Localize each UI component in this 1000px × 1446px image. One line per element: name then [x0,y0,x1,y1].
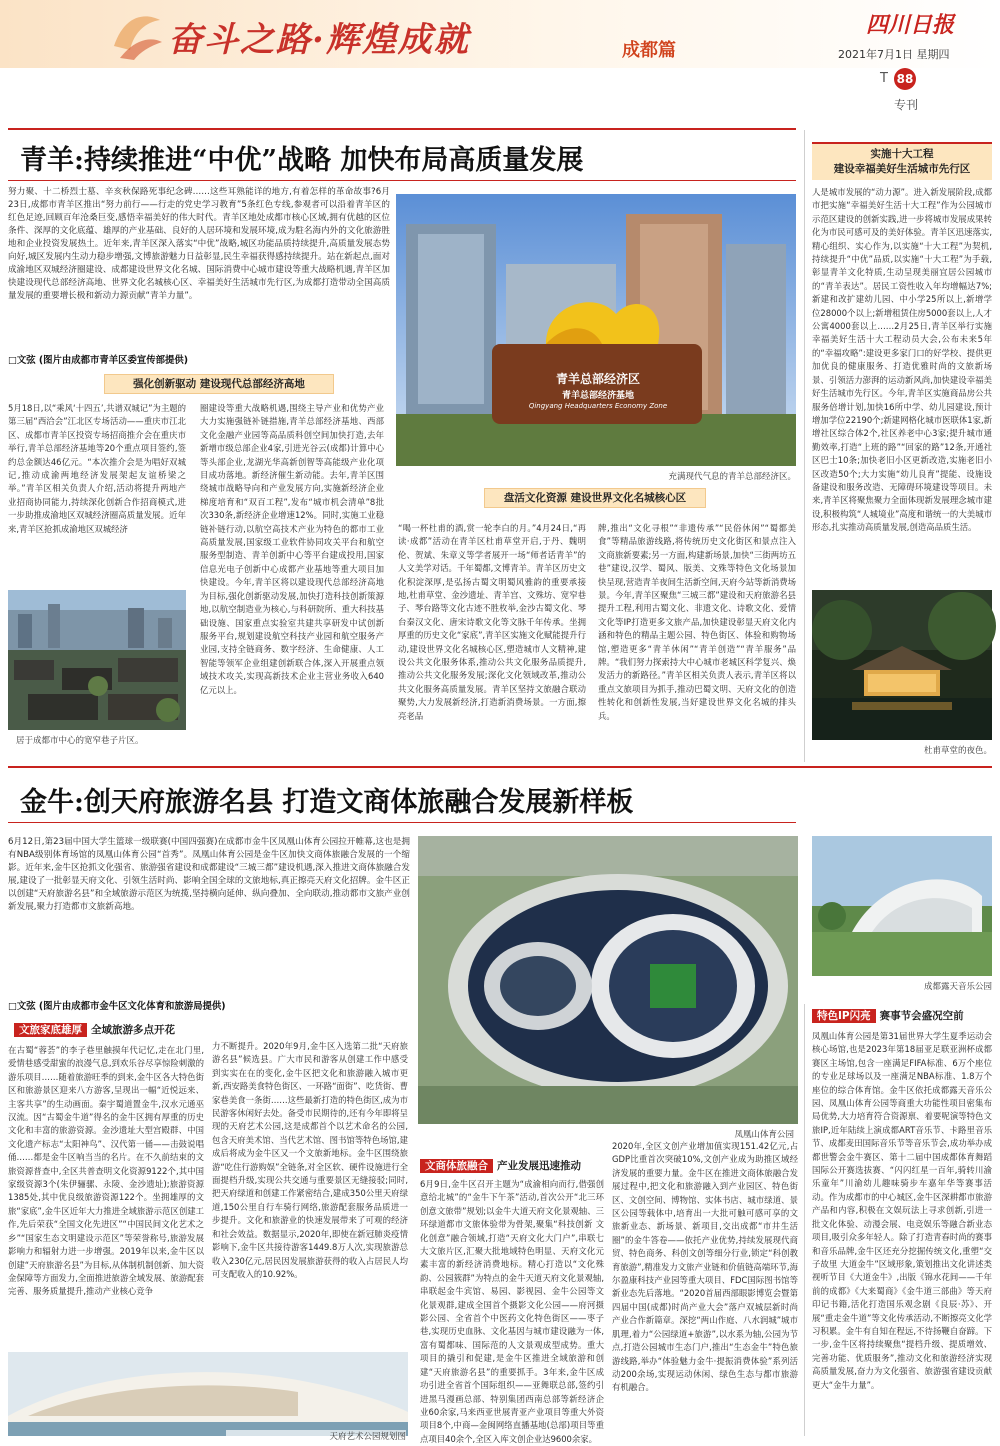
headline-rule-bottom [8,180,796,181]
caotang-photo-caption: 杜甫草堂的夜色。 [923,746,992,756]
article1-subhead1: 强化创新驱动 建设现代总部经济高地 [104,374,334,394]
article1-lead: 努力聚、十二桥烈士墓、辛亥秋保路死事纪念碑……这些耳熟能详的地方,有着怎样的革命故事?6月23日,成都市青羊区推出“努力前行——行走的党史学习教育”5条红色专线,参观者可以沿着青羊区的红色足迹,回顾百年沧桑巨变,感悟幸福美好的伟大时代。青羊区地处成都市核心区域,拥有优越的区位条件、深厚的文化底蕴、雄厚的产业基础、良好的人居环境和发展环境,成为駐名海内外的文化旅游胜地和企业投资发展热土。近年来,青羊区深入落实“中优”战略,城区功能品质持续提升,高质量发展态势向好,城区发展内生动力稳步增强,文博旅游魅力日益彰显,民生幸福获得感持续提升。站在新起点,面对成渝地区双城经济圈建设、成都建设世界文化名城、国际消费中心城市建设等重大战略机遇,青羊区加快建设现代总部经济高地、世界文化名城核心区、幸福美好生活城市先行区,为成都打造带动全国高质量发展的重要增长极和新动力源贡献“青羊力量”。 [8,187,390,301]
fenghuangshan-stadium-photo [418,836,798,1124]
article2-col2: 力不断提升。2020年9月,金牛区入选第二批“天府旅游名县”候选县。广大市民和游客从创建工作中感受到实实在在的变化,金牛区把文化和旅游融入城市更新,西安路美食特色街区、一环路“面街”、吃货街、曹家巷美食一条街……这些最新打造的特色街区,成为市民游客休闲好去处。备受市民期待的,还有今年即将呈现的天府艺术公园,这是成都首个以艺术命名的公园,包含天府美术馆、当代艺术馆、图书馆等特色场馆,建成后将成为金牛区又一个文旅新地标。金牛区围绕旅游“吃住行游购娱”全链条,对全区软、硬件设施进行全面提档升级,实现公共交通与重要景区无缝接驳;同时,把天府绿道和创建工作紧密结合,建成350公里天府绿道,150公里自行车骑行网络,旅游配套服务品质进一步提升。文化和旅游业的快速发展带来了可观的经济和社会效益。数据显示,2020年,即使在新冠肺炎疫情影响下,金牛区共接待游客1449.8万人次,实现旅游总收入230亿元,居民因发展旅游获得的收入占居民人均可支配收入的10.92%。 [212,1041,408,1279]
article2-col1: 在古蜀“蓉荟”的李子巷里触摸年代记忆,走在北门里,爱情巷感受甜蜜的浪漫气息,到欢乐谷尽享惊险刺激的游乐项目……随着旅游旺季的到来,金牛区各大特色街区和旅游景区迎来八方游客,呈现出一幅“近悦远来、主客共享”的生动画面。秦宇蜀道置金牛,汉水元通巫汉流。因“古蜀金牛道”得名的金牛区拥有厚重的历史文化和丰富的旅游资源。金沙遗址大型宫殿群、中国文化遗产标志“太阳神鸟”、汉代第一俑——击鼓说唱俑……都是金牛区响当当的名片。在不久前结束的文旅资源普查中,全区共普查明文化资源9122个,其中国家级资源3个(朱伊骊骡、永陵、金沙遗址);旅游资源1385处,其中优良级旅游资源122个。坐拥雄厚的文旅“家底”,金牛区近年大力推进全域旅游示范区创建工作,先后荣获“全国文化先进区”“中国民间文化艺术之乡”“国家生态文明建设示范区”等荣誉称号,旅游发展影响力和辐射力进一步增强。2019年以来,金牛区以创建“天府旅游名县”为目标,从体制机制创新、加大资金保障等方面发力,全面推进旅游全域发展、旅游配套完善、服务质量提升,推动产业核心竞争 [8,1045,204,1297]
page-number-badge: 88 [894,68,916,90]
sidebar2-header [812,1008,992,1023]
article2-headline: 金牛:创天府旅游名县 打造文商体旅融合发展新样板 [20,787,634,818]
article2-subhead2-tag: 文商体旅融合 [420,1159,493,1173]
sign-main-text: 青羊总部经济区 [555,372,640,386]
article2-col3: 6月9日,金牛区召开主题为“成渝相向而行,借强创意给北城”的“金牛下午茶”活动,首次公开“北三环创意文旅带”规划;以金牛大道天府文化景观轴、三环绿道都市文旅体验带为骨架,聚集“科技创新 文化创意”融合领域,打造“天府文化大门户”,串联七大文旅片区,汇聚大批地域特色明显、天府文化元素丰富的新经济消费地标。精心打造以“文化殊韵、公园簇群”为特点的金牛天道天府文化景观轴,串联起金牛宾馆、易园、影视园、金牛公园等文化景观群,建成全国首个摄影文化公园——府河摄影公园、全省首个中医药文化特色街区——枣子巷,实现历史血脉、文化基因与城市建设融为一体,富有蜀都味、国际范的人文景观成型成势。重大项目的撬引和促建,是金牛区推进全域旅游和创建“天府旅游名县”的重要抓手。3年来,金牛区成功引进全省首个国际组织——亚舞联总部,签约引进黑马漫画总部、特别集团西南总部等新经济企业60余家,马来西亚世展青亚产业项目等重大外资项目8个,中商—金闽网络直播基地(总部)项目等重点项目40余个,全区入库文创企业达9600余家。 [420,1179,604,1444]
stadium-photo-caption: 凤凰山体育公园 [734,1130,794,1140]
paper-logo: 四川日报 [866,12,955,38]
article1-headline: 青羊:持续推进“中优”战略 加快布局高质量发展 [20,145,584,176]
article2-subhead1 [14,1022,214,1037]
art-park-rendering [8,1352,408,1436]
sidebar1-title [812,142,992,180]
article1-credit: □文弦 (图片由成都市青羊区委宣传部提供) [8,355,189,366]
page-tag: 专刊 [894,98,919,112]
music-park-photo [812,836,992,976]
headquarters-zone-photo [396,194,796,466]
section-divider [8,766,992,768]
article2-col4: 2020年,全区文创产业增加值实现151.42亿元,占GDP比重首次突破10%,文创产业成为助推区域经济发展的重要力量。金牛区在推进文商体旅融合发展过程中,把文化和旅游融入到产业园区、特色街区、文创空间、博物馆、实体书店、城市绿道、景区公园等载体中,培育出一大批可触可感可享的文旅新业态、新场景、新项目,交出成都“市井生活圈”的金牛答卷——依托产业优势,持续发展现代商贸、特色商务、科创文创等细分行业,锁定“科创教育旅游”,精准发力文旅产业链和价值链高端环节,海尔盈康科技产业园等重大项目、FDC国际图书馆等新业态先后落地。“2020首届西部眼影博览会暨第四届中国(成都)时尚产业大会”落户双城层新时尚产业合作新篇章。深挖“两山作庭、八水润城”城市肌理,着力“公园绿道+旅游”,以水系为轴,公园为节点,打造公园城市生态门户,推出“生态金牛”特色旅游线路,举办“体验魅力金牛·提振消费体验”系列活动200余场,实现运动休闲、绿色生态与都市旅游有机融合。 [612,1141,798,1393]
art-park-caption: 天府艺术公园规划图 [226,1430,406,1442]
headline-rule [8,128,796,130]
kuanzhai-alley-photo [8,590,186,730]
sidebar2-tag: 特色IP闪亮 [812,1009,876,1023]
sidebar1-title-line2: 建设幸福美好生活城市先行区 [833,163,971,175]
headquarters-photo-caption: 充满现代气息的青羊总部经济区。 [668,472,796,482]
masthead-title: 奋斗之路·辉煌成就 [168,20,470,60]
article1-col1: 5月18日,以“乘风‘十四五’,共谱双城记”为主题的第三届“西洽会”江北区专场活动——重庆市江北区、成都市青羊区投资专场招商推介会在重庆市举行,青羊总部经济基地等20个重点项目签约,签约总金额达46亿元。“本次推介会是为唱好双城记,推动成渝两地经济发展架起友谊桥梁之举。”青羊区相关负责人介绍,活动将提升两地产业招商协同能力,持续深化创新合作招商模式,进一步助推成渝地区双城经济圈高质量发展。近年来,青羊区抢抓成渝地区双城经济 [8,403,186,534]
alley-photo-caption: 居于成都市中心的宽窄巷子片区。 [16,736,144,746]
article1-col2: 圈建设等重大战略机遇,围绕主导产业和优势产业大力实施强链补链措施,青羊总部经济基地、西部文化金融产业园等高品质科创空间加快打造,去年新增市级总部企业4家,引进光谷云(成都)计算中心等头部企业,龙湖光华高新创智等高能级产业化项目成功落地。新经济催生新动能。去年,青羊区围绕城市战略导向和产业发展方向,实施新经济企业梯度培育和“双百工程”,发布“城市机会清单”8批次330条,新经济企业增速12%。同时,实施工业稳链补链行动,以航空高技术产业为特色的都市工业高质量发展,国家级工业软件协同攻关平台和航空服务型制造、青羊创新中心等平台建成投用,国家信息光电子创新中心成都产业基地等重大项目加快建设。今年,青羊区将以建设现代总部经济高地为目标,强化创新驱动发展,加快打造科技创新策源地,以航空制造业为核心,与科研院所、重大科技基础设施、国家重点实验室共建共享研发中试创新服务平台,规划建设航空科技产业园和航空服务产业园,支持全链商务、数字经济、生命健康、人工智能等领军企业组建创新联合体,深入开展重点领域技术攻关,实现高新技术企业主营业务收入640亿元以上。 [200,403,384,695]
sidebar2-divider [804,1004,805,1436]
sidebar1-divider [804,130,805,762]
caotang-night-photo [812,590,992,740]
sidebar1-text: 人是城市发展的“动力源”。进入新发展阶段,成都市把实施“幸福美好生活十大工程”作为公园城市示范区建设的创新实践,进一步将城市发展成果转化为市民可感可及的美好体验。青羊区迅速落实,精心组织、实心作为,以实施“十大工程”为契机,持续提升“中优”品质,以实施“十大工程”为手载,彰显青羊文化特质,生动呈现美丽宜居公园城市的“青羊表达”。居民工资性收入年均增幅达7%;新建和改扩建幼儿园、中小学25所以上,新增学位28000个以上;新增租赁住房5000套以上,人才公寓4000套以上……2月25日,青羊区举行实施幸福美好生活十大工程动员大会,公布未来5年的“幸福攻略”:建设更多家门口的好学校、提供更加优良的健康服务、打造优雅时尚的文旅新场景、引领活力澎湃的运动新风尚,加快建设幸福美好生活城市先行区。今年,青羊区实施商品房公共服务倍增计划,加快16所中学、幼儿园建设,预计增加学位22190个;新建网格化城市医联体1家,新增社区综合体2个,社区养老中心3家;提升城市通勤效率,打造“上班的路”“回家的路”12条,开通社区巴士10条;加快老旧小区更新改造,实施老旧小区改造50个;大力实施“幼儿良育”提能、设施设备建设和服务改造、无障碍环境建设等项目。未来,青羊区将聚焦聚力全面体现新发展理念城市建设,积极构筑“人城境业”高度和谐统一的大美城市形态,扎实推动高质量发展,创造高品质生活。 [812,187,992,533]
issue-date: 2021年7月1日 星期四 [838,48,950,61]
sidebar1-title-line1: 实施十大工程 [870,148,934,160]
article2-subhead1-text: 全域旅游多点开花 [91,1024,175,1036]
sign-sub-text: 青羊总部经济基地 [561,391,634,401]
article2-lead: 6月12日,第23届中国大学生篮球一级联赛(中国四强赛)在成都市金牛区凤凰山体育公园拉开帷幕,这也是拥有NBA级别体育场馆的凤凰山体育公园“首秀”。凤凰山体育公园是金牛区加快文商体旅融合发展的一个缩影。近年来,金牛区抢抓文化强省、旅游强省建设和成都建设“三城三都”建设机遇,深入推进文商体旅融合发展,建设了一批彰显天府文化、引领生活时尚、影响全国全球的文旅地标,真正擦亮天府文化招牌。金牛区正以创建“天府旅游名县”和全域旅游示范区为统揽,坚持横向延伸、纵向叠加、全向联动,推动都市文旅产业创新发展,聚力打造都市文旅新高地。 [8,837,410,912]
article2-subhead1-tag: 文旅家底雄厚 [14,1023,87,1037]
article2-credit: □文弦 (图片由成都市金牛区文化体育和旅游局提供) [8,1001,226,1012]
page-letter: T [880,71,888,86]
article1-subhead2: 盘活文化资源 建设世界文化名城核心区 [484,488,706,508]
sidebar2-text: 凤凰山体育公园是第31届世界大学生夏季运动会核心场馆,也是2023年第18届亚足联亚洲杯成都赛区主场馆,包含一座满足FIFA标准、6万个座位的专业足球场以及一座满足NBA标准、1.8万个座位的综合体育馆。金牛区依托成都露天音乐公园、凤凰山体育公园等商重大功能性项目密集布局优势,大力培育符合资源禀、着要呢演等特色文旅IP,近年陆续上演成都ART音乐节、卡路里音乐节、成都麦田国际音乐节等音乐节会,成功举办成都世警会金牛赛区、第十二届中国成都体育舞蹈国际公开赛选拔赛、“闪闪红星一百年,骑转川渝乐童年”川渝幼儿趣味骑步车嘉年华等赛事活动。作为成都市的中心城区,金牛区深耕都市旅游产品和内容,积极在文娱玩法上寻求创新,引进一批文化体验、动漫会展、电竞娱乐等融合新业态项目,吸引众多年轻人。除了打造青春时尚的赛事和音乐品牌,金牛区还充分挖掘传统文化,重塑“交子故里 大道金牛”区域形象,策划推出文化讲述类视听节目《大道金牛》,出版《锦水花间——千年前的成都》《大来蜀商》《金牛道三部曲》等天府印记书籍,活化打造国乐观念剧《良辰·苏》、开展“重走金牛道”等文化传承活动,不断擦亮文化学习积累。金牛有自知在程远,不待扬鞭自奋蹄。下一步,金牛区将持续聚焦“提档升级、提质增效、完善功能、优质服务”,推动文化和旅游经济实现高质量发展,奋力为文化强省、旅游强省建设贡献更大“金牛力量”。 [812,1031,992,1390]
city-section-label: 成都篇 [622,40,676,61]
article2-subhead2-text: 产业发展迅速推动 [497,1160,581,1172]
music-park-caption: 成都露天音乐公园 [923,982,992,992]
article1-col4: 牌,推出“文化寻根”“非遗传承”“民俗休闲”“蜀都美食”等精品旅游线路,将传统历史文化街区和景点注入文商旅新要素;另一方面,构建新场景,加快“三街两坊五巷”建设,汉学、蜀风、版美、文殊等特色文化场景加快呈现,营造青羊夜间生活新空间,天府今站等新消费场景。今年,青羊区聚焦“三城三都”建设和天府旅游名县提升工程,利用古蜀文化、非遗文化、诗歌文化、爱情文化等IP打造更多文旅产品,加快建设彰显天府文化内涵和特色的精品主题公园、特色街区、体验和购物场馆,塑造更多“青羊休闲”“青羊创造”“青羊服务”品牌。“我们努力探索持大中心城市老城区科学复兴、焕发活力的新路径。”青羊区相关负责人表示,青羊区将以重点文旅项目为抓手,推动巴蜀文明、天府文化的创造性转化和创新性发展,当好建设世界文化名城的排头兵。 [598,523,796,721]
sign-english-text: Qingyang Headquarters Economy Zone [528,402,668,410]
article2-headline-rule [8,822,796,823]
decorative-swirl-icon [110,6,164,62]
article1-col3: “喝一杯杜甫的酒,赏一轮李白的月。”4月24日,“再读·成都”活动在青羊区杜甫草堂开启,于丹、魏明伦、贺斌、朱章义等学者展开一场“师者话青羊”的人文美学对话。千年蜀都,文博青羊。青羊区历史文化积淀深厚,是弘扬古蜀文明蜀风雅韵的重要承接地,杜甫草堂、金沙遗址、青羊宫、文殊坊、宽窄巷子、琴台路等文化古迹不胜枚举,金沙古蜀文化、琴台秦汉文化、唐宋诗歌文化等文脉千年传承。坐拥厚重的历史文化“家底”,青羊区实施文化赋能提升行动,建设世界文化名城核心区,塑造城市人文精神,建设公共文化服务体系,推动公共文化服务品质提升,推动公共文化服务发展;深化文化领域改革,推动公共文化服务高质量发展。青羊区坚持文旅融合联动聚势,大力发展新经济,打造新消费场景。一方面,擦亮老品 [398,523,586,721]
sidebar2-title: 赛事节会盛况空前 [879,1010,964,1022]
